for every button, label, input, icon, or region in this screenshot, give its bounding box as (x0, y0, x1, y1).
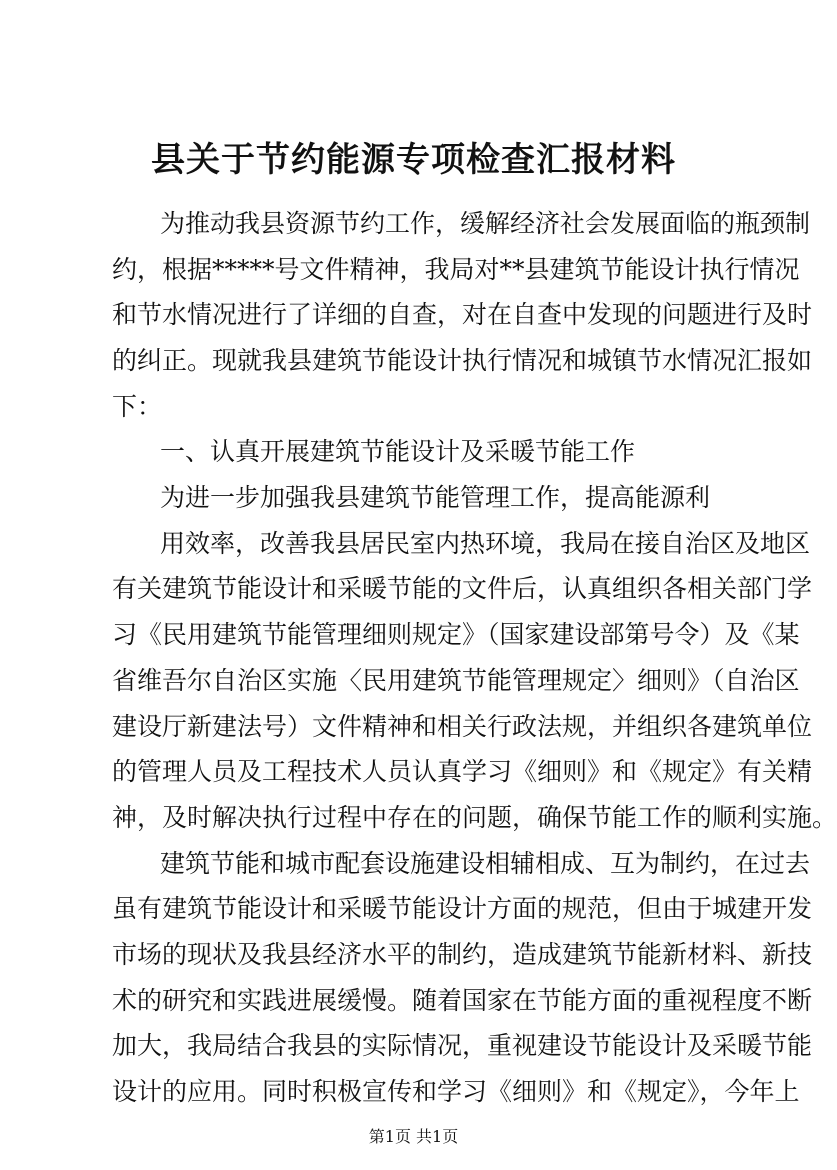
paragraph-line: 的管理人员及工程技术人员认真学习《细则》和《规定》有关精 (112, 757, 813, 786)
paragraph-line: 加大，我局结合我县的实际情况，重视建设节能设计及采暖节能 (112, 1031, 813, 1060)
paragraph-line: 虽有建筑节能设计和采暖节能设计方面的规范，但由于城建开发 (112, 894, 813, 923)
paragraph-line: 约，根据*****号文件精神，我局对**县建筑节能设计执行情况 (112, 255, 800, 284)
paragraph-line: 设计的应用。同时积极宣传和学习《细则》和《规定》，今年上 (112, 1077, 800, 1106)
paragraph-line: 为进一步加强我县建筑节能管理工作，提高能源利 (160, 483, 711, 512)
paragraph-line: 和节水情况进行了详细的自查，对在自查中发现的问题进行及时 (112, 300, 813, 329)
paragraph-line: 的纠正。现就我县建筑节能设计执行情况和城镇节水情况汇报如 (112, 346, 813, 375)
paragraph-line: 用效率，改善我县居民室内热环境，我局在接自治区及地区 (160, 529, 811, 558)
paragraph-line: 为推动我县资源节约工作，缓解经济社会发展面临的瓶颈制 (160, 209, 811, 238)
page-footer: 第1页 共1页 (368, 1127, 459, 1146)
paragraph-line: 下： (112, 392, 163, 421)
section-heading: 一、认真开展建筑节能设计及采暖节能工作 (160, 437, 636, 466)
paragraph-line: 神，及时解决执行过程中存在的问题，确保节能工作的顺利实施。 (112, 803, 837, 832)
paragraph-line: 建设厅新建法号）文件精神和相关行政法规，并组织各建筑单位 (112, 712, 813, 741)
paragraph-line: 有关建筑节能设计和采暖节能的文件后，认真组织各相关部门学 (112, 574, 813, 603)
document-title: 县关于节约能源专项检查汇报材料 (151, 140, 676, 180)
paragraph-line: 市场的现状及我县经济水平的制约，造成建筑节能新材料、新技 (112, 940, 813, 969)
paragraph-line: 术的研究和实践进展缓慢。随着国家在节能方面的重视程度不断 (112, 986, 813, 1015)
paragraph-line: 建筑节能和城市配套设施建设相辅相成、互为制约，在过去 (160, 849, 811, 878)
paragraph-line: 习《民用建筑节能管理细则规定》（国家建设部第号令）及《某 (112, 620, 800, 649)
paragraph-line: 省维吾尔自治区实施〈民用建筑节能管理规定〉细则》（自治区 (112, 666, 800, 695)
